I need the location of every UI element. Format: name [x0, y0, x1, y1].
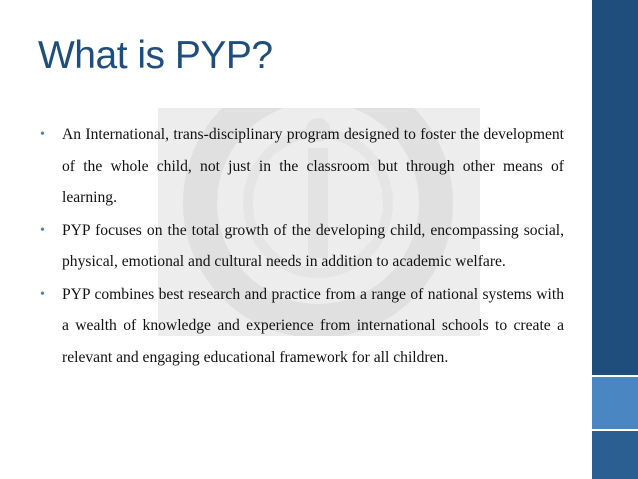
- bullet-item: [38, 215, 564, 278]
- bullet-text: PYP combines best research and practice from a range of national systems with a wealth of knowledge and experience from international schools to create a relevant and engaging educational framework for all children.: [62, 285, 564, 366]
- accent-block-dark: [592, 431, 638, 479]
- bullet-marker-icon: •: [40, 286, 45, 302]
- bullet-text: PYP focuses on the total growth of the developing child, encompassing social, physical, emotional and cultural needs in addition to academic welfare.: [62, 221, 564, 270]
- bullet-marker-icon: •: [40, 222, 45, 238]
- bullet-list: [38, 119, 564, 374]
- bullet-item: [38, 119, 564, 214]
- bullet-item: [38, 279, 564, 374]
- bullet-marker-icon: •: [40, 127, 45, 142]
- accent-block-light: [592, 377, 638, 429]
- accent-bar: [592, 0, 638, 479]
- slide-title: What is PYP?: [38, 34, 273, 77]
- bullet-text: An International, trans-disciplinary program designed to foster the development of the whole child, not just in the classroom but through other means of learning.: [62, 126, 564, 206]
